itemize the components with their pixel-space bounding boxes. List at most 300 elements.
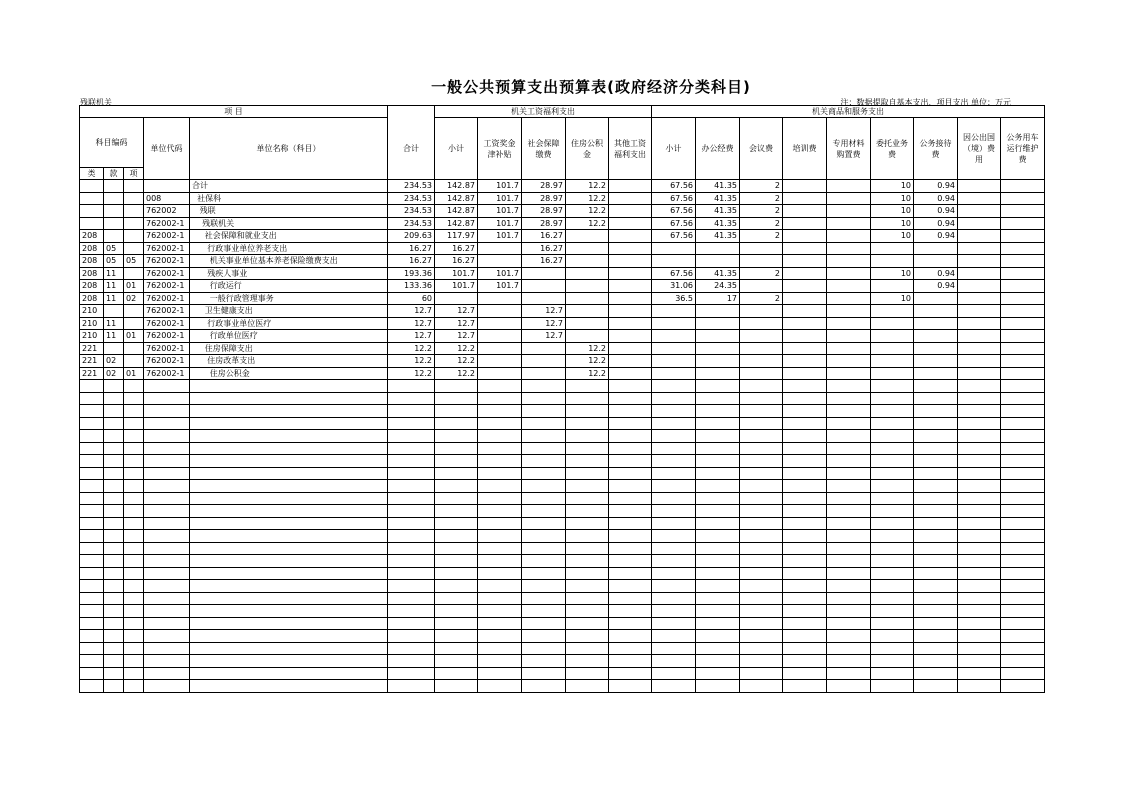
cell-s-mat [827, 330, 871, 343]
cell-s-off: 41.35 [696, 180, 740, 193]
cell-s-rec [914, 305, 958, 318]
cell-total: 12.7 [388, 305, 435, 318]
cell-s-off [696, 342, 740, 355]
empty-row [80, 505, 1045, 518]
cell-s-rec: 0.94 [914, 267, 958, 280]
cell-s-tra [783, 342, 827, 355]
cell-total: 16.27 [388, 242, 435, 255]
cell-total: 12.7 [388, 330, 435, 343]
cell-s-mat [827, 192, 871, 205]
cell-code: 762002-1 [144, 267, 190, 280]
cell-s-rec [914, 292, 958, 305]
cell-s-com [871, 242, 914, 255]
cell-code: 762002-1 [144, 330, 190, 343]
table-row [80, 317, 1045, 330]
cell-w-hou [566, 305, 609, 318]
cell-w-hou [566, 230, 609, 243]
cell-w-oth [609, 367, 652, 380]
cell-code: 762002-1 [144, 280, 190, 293]
cell-s-veh [1001, 355, 1045, 368]
cell-w-sal [478, 305, 522, 318]
cell-w-sal [478, 342, 522, 355]
cell-w-sal: 101.7 [478, 217, 522, 230]
cell-s-sub [652, 355, 696, 368]
cell-total: 12.2 [388, 342, 435, 355]
cell-w-oth [609, 330, 652, 343]
cell-kuan: 11 [104, 280, 124, 293]
cell-w-hou [566, 330, 609, 343]
cell-w-sub: 16.27 [435, 255, 478, 268]
cell-s-rec [914, 355, 958, 368]
cell-name: 一般行政管理事务 [190, 292, 388, 305]
cell-s-off: 41.35 [696, 267, 740, 280]
cell-s-veh [1001, 192, 1045, 205]
cell-w-oth [609, 267, 652, 280]
cell-s-com [871, 305, 914, 318]
cell-s-tra [783, 292, 827, 305]
cell-code: 762002 [144, 205, 190, 218]
cell-xiang: 05 [124, 255, 144, 268]
cell-w-oth [609, 355, 652, 368]
cell-w-sub: 12.2 [435, 355, 478, 368]
cell-name: 住房保障支出 [190, 342, 388, 355]
cell-kuan: 05 [104, 242, 124, 255]
cell-s-rec: 0.94 [914, 217, 958, 230]
cell-total: 60 [388, 292, 435, 305]
cell-s-abr [958, 317, 1001, 330]
cell-w-sub: 142.87 [435, 205, 478, 218]
cell-s-mat [827, 267, 871, 280]
cell-s-com [871, 255, 914, 268]
cell-lei: 208 [80, 267, 104, 280]
cell-code: 762002-1 [144, 230, 190, 243]
cell-w-soc [522, 292, 566, 305]
unit-label: 残联机关 [80, 98, 112, 107]
cell-w-soc: 12.7 [522, 317, 566, 330]
empty-row [80, 455, 1045, 468]
cell-s-tra [783, 230, 827, 243]
cell-s-abr [958, 292, 1001, 305]
cell-w-hou [566, 292, 609, 305]
cell-s-abr [958, 342, 1001, 355]
total-header: 合计 [388, 118, 435, 180]
cell-s-com [871, 317, 914, 330]
cell-xiang [124, 305, 144, 318]
cell-lei [80, 205, 104, 218]
cell-lei [80, 180, 104, 193]
table-row [80, 280, 1045, 293]
cell-code: 762002-1 [144, 305, 190, 318]
cell-s-mat [827, 305, 871, 318]
cell-total: 12.7 [388, 317, 435, 330]
cell-name: 行政事业单位医疗 [190, 317, 388, 330]
cell-s-off [696, 317, 740, 330]
empty-row [80, 430, 1045, 443]
cell-total: 133.36 [388, 280, 435, 293]
cell-w-sal [478, 255, 522, 268]
s-commission-header: 委托业务费 [871, 118, 914, 180]
empty-row [80, 555, 1045, 568]
cell-xiang: 01 [124, 367, 144, 380]
cell-w-sub: 12.7 [435, 305, 478, 318]
table-row [80, 342, 1045, 355]
cell-name: 卫生健康支出 [190, 305, 388, 318]
cell-s-sub: 67.56 [652, 205, 696, 218]
table-row [80, 230, 1045, 243]
budget-table [79, 105, 1045, 693]
cell-w-sub: 101.7 [435, 267, 478, 280]
s-abroad-header: 因公出国（境）费用 [958, 118, 1001, 180]
cell-xiang: 02 [124, 292, 144, 305]
cell-s-mee [740, 355, 783, 368]
empty-row [80, 655, 1045, 668]
table-row [80, 180, 1045, 193]
cell-s-abr [958, 355, 1001, 368]
cell-s-tra [783, 267, 827, 280]
cell-xiang [124, 230, 144, 243]
cell-total: 234.53 [388, 180, 435, 193]
empty-row [80, 517, 1045, 530]
empty-row [80, 467, 1045, 480]
cell-s-rec [914, 330, 958, 343]
table-row [80, 305, 1045, 318]
cell-s-rec [914, 367, 958, 380]
cell-total: 234.53 [388, 217, 435, 230]
cell-s-mat [827, 280, 871, 293]
cell-w-sub: 101.7 [435, 280, 478, 293]
cell-code: 762002-1 [144, 355, 190, 368]
cell-w-sal [478, 330, 522, 343]
cell-w-oth [609, 205, 652, 218]
cell-s-abr [958, 217, 1001, 230]
xiang-header: 项 [124, 168, 144, 180]
cell-w-soc [522, 267, 566, 280]
cell-s-rec [914, 317, 958, 330]
cell-w-sal [478, 242, 522, 255]
s-reception-header: 公务接待费 [914, 118, 958, 180]
cell-w-oth [609, 255, 652, 268]
empty-row [80, 442, 1045, 455]
cell-name: 社会保障和就业支出 [190, 230, 388, 243]
cell-s-tra [783, 180, 827, 193]
subject-code-header: 科目编码 [80, 118, 144, 168]
cell-s-veh [1001, 342, 1045, 355]
cell-kuan: 02 [104, 355, 124, 368]
cell-s-mee: 2 [740, 267, 783, 280]
cell-s-veh [1001, 180, 1045, 193]
cell-xiang: 01 [124, 280, 144, 293]
cell-s-com [871, 280, 914, 293]
cell-s-mee: 2 [740, 205, 783, 218]
cell-w-sub: 12.2 [435, 367, 478, 380]
cell-name: 社保科 [190, 192, 388, 205]
cell-s-sub: 67.56 [652, 217, 696, 230]
cell-xiang [124, 355, 144, 368]
cell-lei: 210 [80, 330, 104, 343]
s-subtotal-header: 小计 [652, 118, 696, 180]
cell-w-sub: 12.2 [435, 342, 478, 355]
cell-kuan: 11 [104, 330, 124, 343]
unit-name-header: 单位名称（科目） [190, 118, 388, 180]
cell-w-oth [609, 305, 652, 318]
cell-kuan [104, 217, 124, 230]
cell-code: 762002-1 [144, 255, 190, 268]
cell-s-off [696, 367, 740, 380]
cell-s-mat [827, 317, 871, 330]
cell-s-off [696, 355, 740, 368]
cell-s-veh [1001, 217, 1045, 230]
cell-w-sub: 142.87 [435, 217, 478, 230]
cell-s-veh [1001, 255, 1045, 268]
cell-kuan [104, 230, 124, 243]
cell-code: 762002-1 [144, 317, 190, 330]
unit-note: 注：数据提取自基本支出、项目支出 单位：万元 [840, 98, 1011, 107]
table-row [80, 242, 1045, 255]
cell-name: 行政单位医疗 [190, 330, 388, 343]
cell-s-sub: 31.06 [652, 280, 696, 293]
page-title: 一般公共预算支出预算表(政府经济分类科目) [431, 78, 751, 96]
cell-lei [80, 192, 104, 205]
table-row [80, 267, 1045, 280]
cell-w-sal: 101.7 [478, 267, 522, 280]
project-header: 项 目 [80, 106, 388, 118]
table-row [80, 255, 1045, 268]
cell-xiang [124, 342, 144, 355]
cell-w-sub [435, 292, 478, 305]
empty-row [80, 405, 1045, 418]
cell-s-mee [740, 367, 783, 380]
cell-xiang: 01 [124, 330, 144, 343]
kuan-header: 款 [104, 168, 124, 180]
cell-s-abr [958, 330, 1001, 343]
cell-s-mat [827, 205, 871, 218]
cell-lei: 221 [80, 342, 104, 355]
cell-s-com [871, 355, 914, 368]
cell-total: 209.63 [388, 230, 435, 243]
cell-w-soc: 16.27 [522, 242, 566, 255]
cell-s-mee [740, 317, 783, 330]
empty-row [80, 605, 1045, 618]
cell-s-veh [1001, 317, 1045, 330]
cell-w-sal: 101.7 [478, 205, 522, 218]
cell-code: 762002-1 [144, 242, 190, 255]
table-row [80, 292, 1045, 305]
cell-s-veh [1001, 292, 1045, 305]
cell-w-hou: 12.2 [566, 355, 609, 368]
cell-w-oth [609, 242, 652, 255]
cell-w-soc: 12.7 [522, 305, 566, 318]
cell-kuan [104, 180, 124, 193]
cell-s-veh [1001, 330, 1045, 343]
cell-xiang [124, 205, 144, 218]
cell-w-soc [522, 280, 566, 293]
cell-s-rec: 0.94 [914, 192, 958, 205]
cell-kuan: 11 [104, 317, 124, 330]
cell-w-sub: 16.27 [435, 242, 478, 255]
cell-w-soc: 12.7 [522, 330, 566, 343]
cell-code: 762002-1 [144, 292, 190, 305]
cell-s-sub [652, 255, 696, 268]
cell-s-abr [958, 305, 1001, 318]
cell-name: 残联 [190, 205, 388, 218]
cell-kuan [104, 192, 124, 205]
cell-name: 住房改革支出 [190, 355, 388, 368]
cell-s-sub [652, 305, 696, 318]
cell-w-sal: 101.7 [478, 192, 522, 205]
cell-w-soc: 16.27 [522, 255, 566, 268]
empty-row [80, 592, 1045, 605]
cell-s-veh [1001, 242, 1045, 255]
empty-row [80, 667, 1045, 680]
cell-name: 行政事业单位养老支出 [190, 242, 388, 255]
w-subtotal-header: 小计 [435, 118, 478, 180]
empty-row [80, 392, 1045, 405]
cell-s-veh [1001, 305, 1045, 318]
cell-w-soc: 28.97 [522, 180, 566, 193]
cell-code [144, 180, 190, 193]
cell-s-off: 41.35 [696, 192, 740, 205]
cell-s-abr [958, 267, 1001, 280]
cell-s-rec [914, 255, 958, 268]
cell-w-sal: 101.7 [478, 180, 522, 193]
table-row [80, 205, 1045, 218]
cell-s-tra [783, 242, 827, 255]
cell-w-soc [522, 355, 566, 368]
cell-xiang [124, 242, 144, 255]
cell-w-hou: 12.2 [566, 180, 609, 193]
cell-total: 193.36 [388, 267, 435, 280]
cell-s-sub [652, 242, 696, 255]
empty-row [80, 380, 1045, 393]
cell-s-tra [783, 205, 827, 218]
empty-row [80, 542, 1045, 555]
cell-s-mat [827, 180, 871, 193]
cell-kuan: 11 [104, 267, 124, 280]
cell-s-rec: 0.94 [914, 280, 958, 293]
cell-s-off: 41.35 [696, 205, 740, 218]
cell-w-soc: 28.97 [522, 192, 566, 205]
cell-s-sub [652, 367, 696, 380]
cell-s-mee: 2 [740, 180, 783, 193]
cell-s-mat [827, 367, 871, 380]
cell-w-soc [522, 367, 566, 380]
cell-s-com: 10 [871, 267, 914, 280]
cell-lei: 221 [80, 355, 104, 368]
cell-s-com: 10 [871, 180, 914, 193]
cell-w-soc: 16.27 [522, 230, 566, 243]
cell-s-mat [827, 230, 871, 243]
unit-code-header: 单位代码 [144, 118, 190, 180]
w-social-header: 社会保障缴费 [522, 118, 566, 180]
cell-code: 008 [144, 192, 190, 205]
cell-w-sal [478, 355, 522, 368]
cell-w-hou [566, 242, 609, 255]
empty-row [80, 530, 1045, 543]
cell-s-sub [652, 330, 696, 343]
cell-s-com: 10 [871, 292, 914, 305]
cell-s-mee [740, 280, 783, 293]
cell-kuan: 02 [104, 367, 124, 380]
cell-s-veh [1001, 267, 1045, 280]
cell-s-com: 10 [871, 192, 914, 205]
cell-kuan: 11 [104, 292, 124, 305]
cell-kuan: 05 [104, 255, 124, 268]
cell-s-mat [827, 355, 871, 368]
cell-s-sub [652, 317, 696, 330]
cell-w-sal [478, 367, 522, 380]
cell-s-sub: 67.56 [652, 192, 696, 205]
cell-s-mat [827, 292, 871, 305]
cell-w-sub: 142.87 [435, 180, 478, 193]
cell-s-tra [783, 192, 827, 205]
cell-s-rec [914, 242, 958, 255]
cell-xiang [124, 317, 144, 330]
cell-s-rec: 0.94 [914, 230, 958, 243]
cell-s-abr [958, 180, 1001, 193]
empty-row [80, 492, 1045, 505]
cell-s-off [696, 330, 740, 343]
cell-s-tra [783, 280, 827, 293]
cell-w-hou: 12.2 [566, 217, 609, 230]
cell-s-sub [652, 342, 696, 355]
cell-lei: 208 [80, 255, 104, 268]
cell-s-mee [740, 255, 783, 268]
cell-w-hou: 12.2 [566, 192, 609, 205]
cell-w-sal [478, 292, 522, 305]
cell-lei: 208 [80, 292, 104, 305]
table-row [80, 192, 1045, 205]
cell-s-abr [958, 367, 1001, 380]
cell-s-mee: 2 [740, 192, 783, 205]
w-housing-header: 住房公积金 [566, 118, 609, 180]
cell-name: 机关事业单位基本养老保险缴费支出 [190, 255, 388, 268]
cell-total: 12.2 [388, 367, 435, 380]
cell-name: 残疾人事业 [190, 267, 388, 280]
cell-code: 762002-1 [144, 217, 190, 230]
s-training-header: 培训费 [783, 118, 827, 180]
cell-s-abr [958, 242, 1001, 255]
cell-s-off [696, 305, 740, 318]
cell-s-off [696, 255, 740, 268]
cell-s-mee: 2 [740, 292, 783, 305]
cell-s-veh [1001, 367, 1045, 380]
cell-s-abr [958, 230, 1001, 243]
cell-name: 合计 [190, 180, 388, 193]
cell-w-sal: 101.7 [478, 230, 522, 243]
cell-w-oth [609, 342, 652, 355]
empty-row [80, 417, 1045, 430]
cell-s-com [871, 367, 914, 380]
cell-kuan [104, 205, 124, 218]
cell-w-hou [566, 280, 609, 293]
cell-s-abr [958, 205, 1001, 218]
cell-s-rec: 0.94 [914, 205, 958, 218]
cell-s-tra [783, 217, 827, 230]
s-vehicle-header: 公务用车运行维护费 [1001, 118, 1045, 180]
cell-lei: 208 [80, 242, 104, 255]
cell-s-off: 41.35 [696, 230, 740, 243]
s-material-header: 专用材料购置费 [827, 118, 871, 180]
cell-w-oth [609, 292, 652, 305]
cell-name: 住房公积金 [190, 367, 388, 380]
cell-s-off: 17 [696, 292, 740, 305]
empty-row [80, 567, 1045, 580]
cell-lei: 221 [80, 367, 104, 380]
cell-w-oth [609, 180, 652, 193]
cell-w-sub: 117.97 [435, 230, 478, 243]
cell-total: 12.2 [388, 355, 435, 368]
cell-s-sub: 36.5 [652, 292, 696, 305]
